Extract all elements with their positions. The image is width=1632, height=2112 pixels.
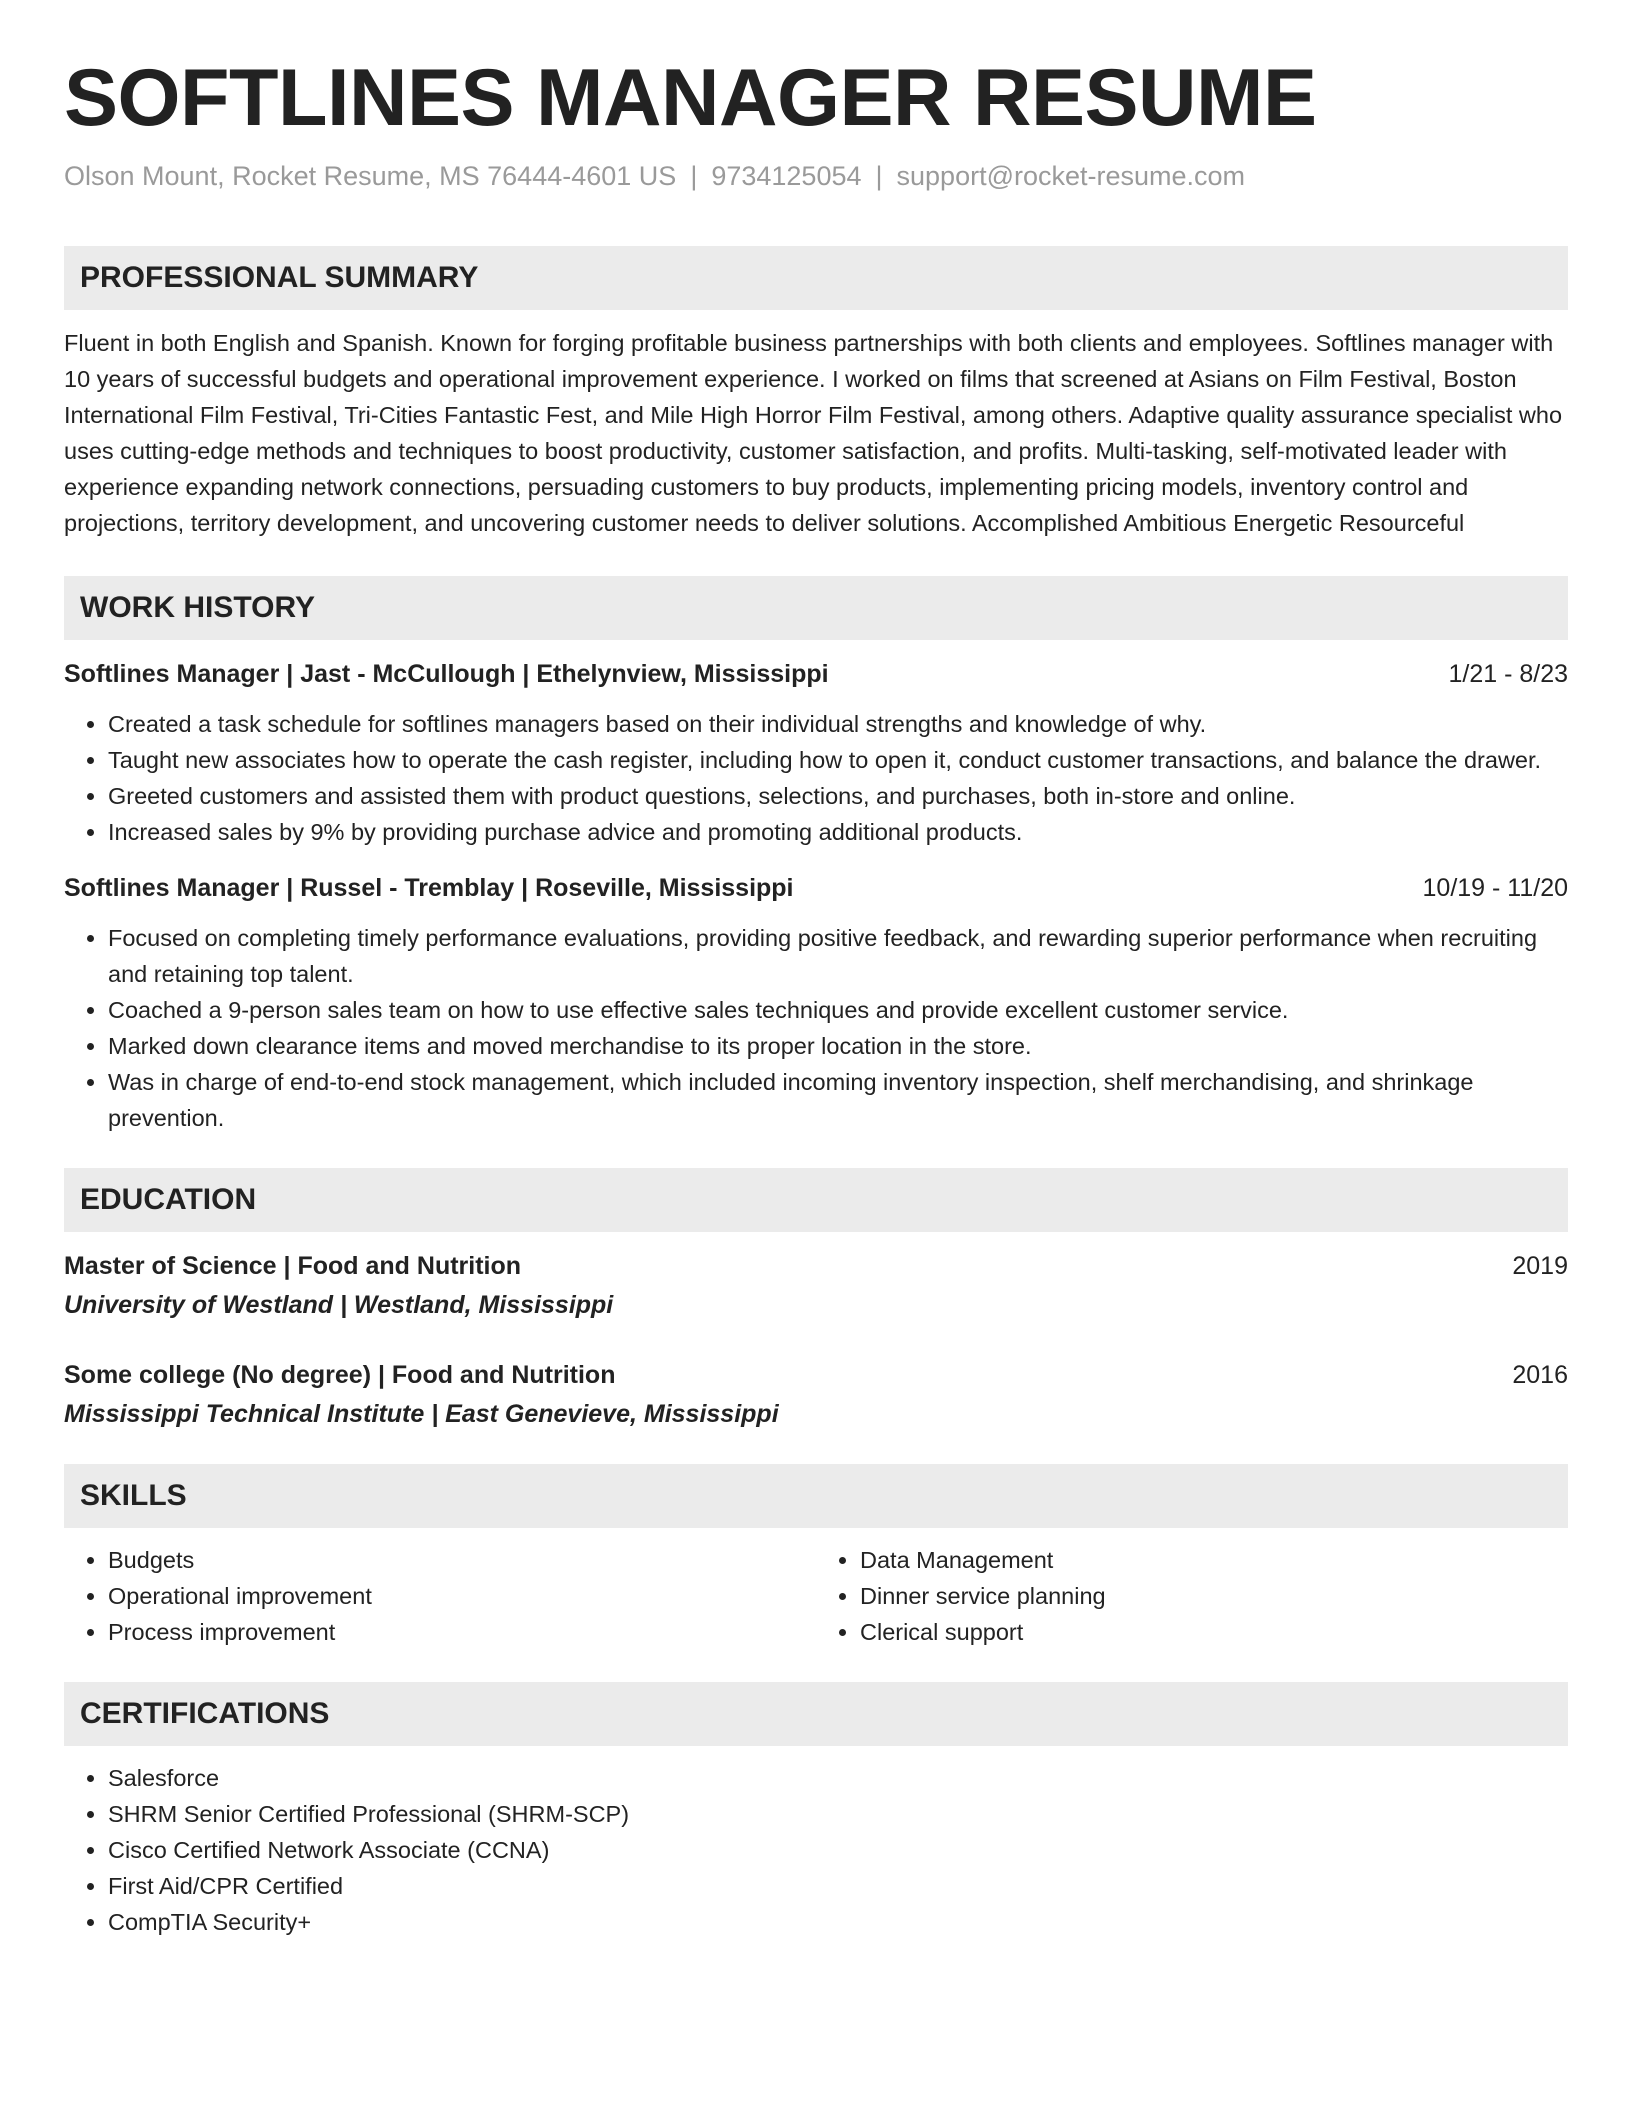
job-header <box>64 870 1568 906</box>
section-header-skills: SKILLS <box>64 1464 1568 1528</box>
certification-item: • SHRM Senior Certified Professional (SHRM-SCP) <box>108 1796 1568 1832</box>
education-year: 2016 <box>1512 1361 1568 1390</box>
skills-column-left <box>64 1542 816 1650</box>
skill-item: • Clerical support <box>860 1614 1568 1650</box>
skills-column-right <box>816 1542 1568 1650</box>
certification-item: • Salesforce <box>108 1760 1568 1796</box>
contact-line <box>64 159 1568 194</box>
job-bullet: • Increased sales by 9% by providing purchase advice and promoting additional products. <box>108 814 1568 850</box>
job-bullet: • Coached a 9-person sales team on how to use effective sales techniques and provide excellent customer service. <box>108 992 1568 1028</box>
education-entry <box>64 1248 1568 1323</box>
section-header-summary: PROFESSIONAL SUMMARY <box>64 246 1568 310</box>
job-bullet: • Marked down clearance items and moved merchandise to its proper location in the store. <box>108 1028 1568 1064</box>
summary-text: Fluent in both English and Spanish. Known for forging profitable business partnerships with both clients and employees. Softlines manager with 10 years of successful budgets and operational improvement experience. I worked on films that screened at Asians on Film Festival, Boston International Film Festival, Tri-Cities Fantastic Fest, and Mile High Horror Film Festival, among others. Adaptive quality assurance specialist who uses cutting-edge methods and techniques to boost productivity, customer satisfaction, and profits. Multi-tasking, self-motivated leader with experience expanding network connections, persuading customers to buy products, implementing pricing models, inventory control and projections, territory development, and uncovering customer needs to deliver solutions. Accomplished Ambitious Energetic Resourceful <box>64 330 1563 537</box>
contact-email: support@rocket-resume.com <box>896 161 1246 192</box>
certification-item: • Cisco Certified Network Associate (CCNA) <box>108 1832 1568 1868</box>
job-heading: Softlines Manager | Jast - McCullough | Ethelynview, Mississippi <box>64 660 829 689</box>
education-school: University of Westland | Westland, Mississippi <box>64 1291 614 1320</box>
certification-item: • CompTIA Security+ <box>108 1904 1568 1940</box>
job-header <box>64 656 1568 692</box>
job-bullet: • Was in charge of end-to-end stock management, which included incoming inventory inspection, shelf merchandising, and shrinkage prevention. <box>108 1064 1568 1136</box>
job-entry <box>64 656 1568 850</box>
skill-item: • Dinner service planning <box>860 1578 1568 1614</box>
contact-address: Olson Mount, Rocket Resume, MS 76444-4601 US <box>64 161 677 192</box>
job-dates: 1/21 - 8/23 <box>1448 660 1568 689</box>
education-entry <box>64 1357 1568 1432</box>
certification-item: • First Aid/CPR Certified <box>108 1868 1568 1904</box>
job-entry <box>64 870 1568 1136</box>
education-school: Mississippi Technical Institute | East Genevieve, Mississippi <box>64 1400 779 1429</box>
job-bullet: • Greeted customers and assisted them with product questions, selections, and purchases, both in-store and online. <box>108 778 1568 814</box>
job-bullet: • Taught new associates how to operate the cash register, including how to open it, conduct customer transactions, and balance the drawer. <box>108 742 1568 778</box>
skill-item: • Operational improvement <box>108 1578 816 1614</box>
education-header <box>64 1357 1568 1393</box>
education-year: 2019 <box>1512 1252 1568 1281</box>
skill-item: • Data Management <box>860 1542 1568 1578</box>
section-header-education: EDUCATION <box>64 1168 1568 1232</box>
education-degree: Master of Science | Food and Nutrition <box>64 1252 522 1281</box>
job-heading: Softlines Manager | Russel - Tremblay | Roseville, Mississippi <box>64 874 794 903</box>
job-dates: 10/19 - 11/20 <box>1422 874 1568 903</box>
contact-separator: | <box>690 161 698 192</box>
resume-title: SOFTLINES MANAGER RESUME <box>64 53 1317 143</box>
skill-item: • Budgets <box>108 1542 816 1578</box>
job-bullet-list <box>64 706 1568 850</box>
job-bullet: • Created a task schedule for softlines managers based on their individual strengths and knowledge of why. <box>108 706 1568 742</box>
skills-grid <box>64 1542 1568 1650</box>
education-header <box>64 1248 1568 1284</box>
section-header-certifications: CERTIFICATIONS <box>64 1682 1568 1746</box>
certifications-list <box>64 1760 1568 1940</box>
skill-item: • Process improvement <box>108 1614 816 1650</box>
contact-separator: | <box>875 161 883 192</box>
contact-phone: 9734125054 <box>711 161 862 192</box>
job-bullet: • Focused on completing timely performance evaluations, providing positive feedback, and rewarding superior performance when recruiting and retaining top talent. <box>108 920 1568 992</box>
job-bullet-list <box>64 920 1568 1136</box>
education-degree: Some college (No degree) | Food and Nutrition <box>64 1361 616 1390</box>
section-header-work-history: WORK HISTORY <box>64 576 1568 640</box>
